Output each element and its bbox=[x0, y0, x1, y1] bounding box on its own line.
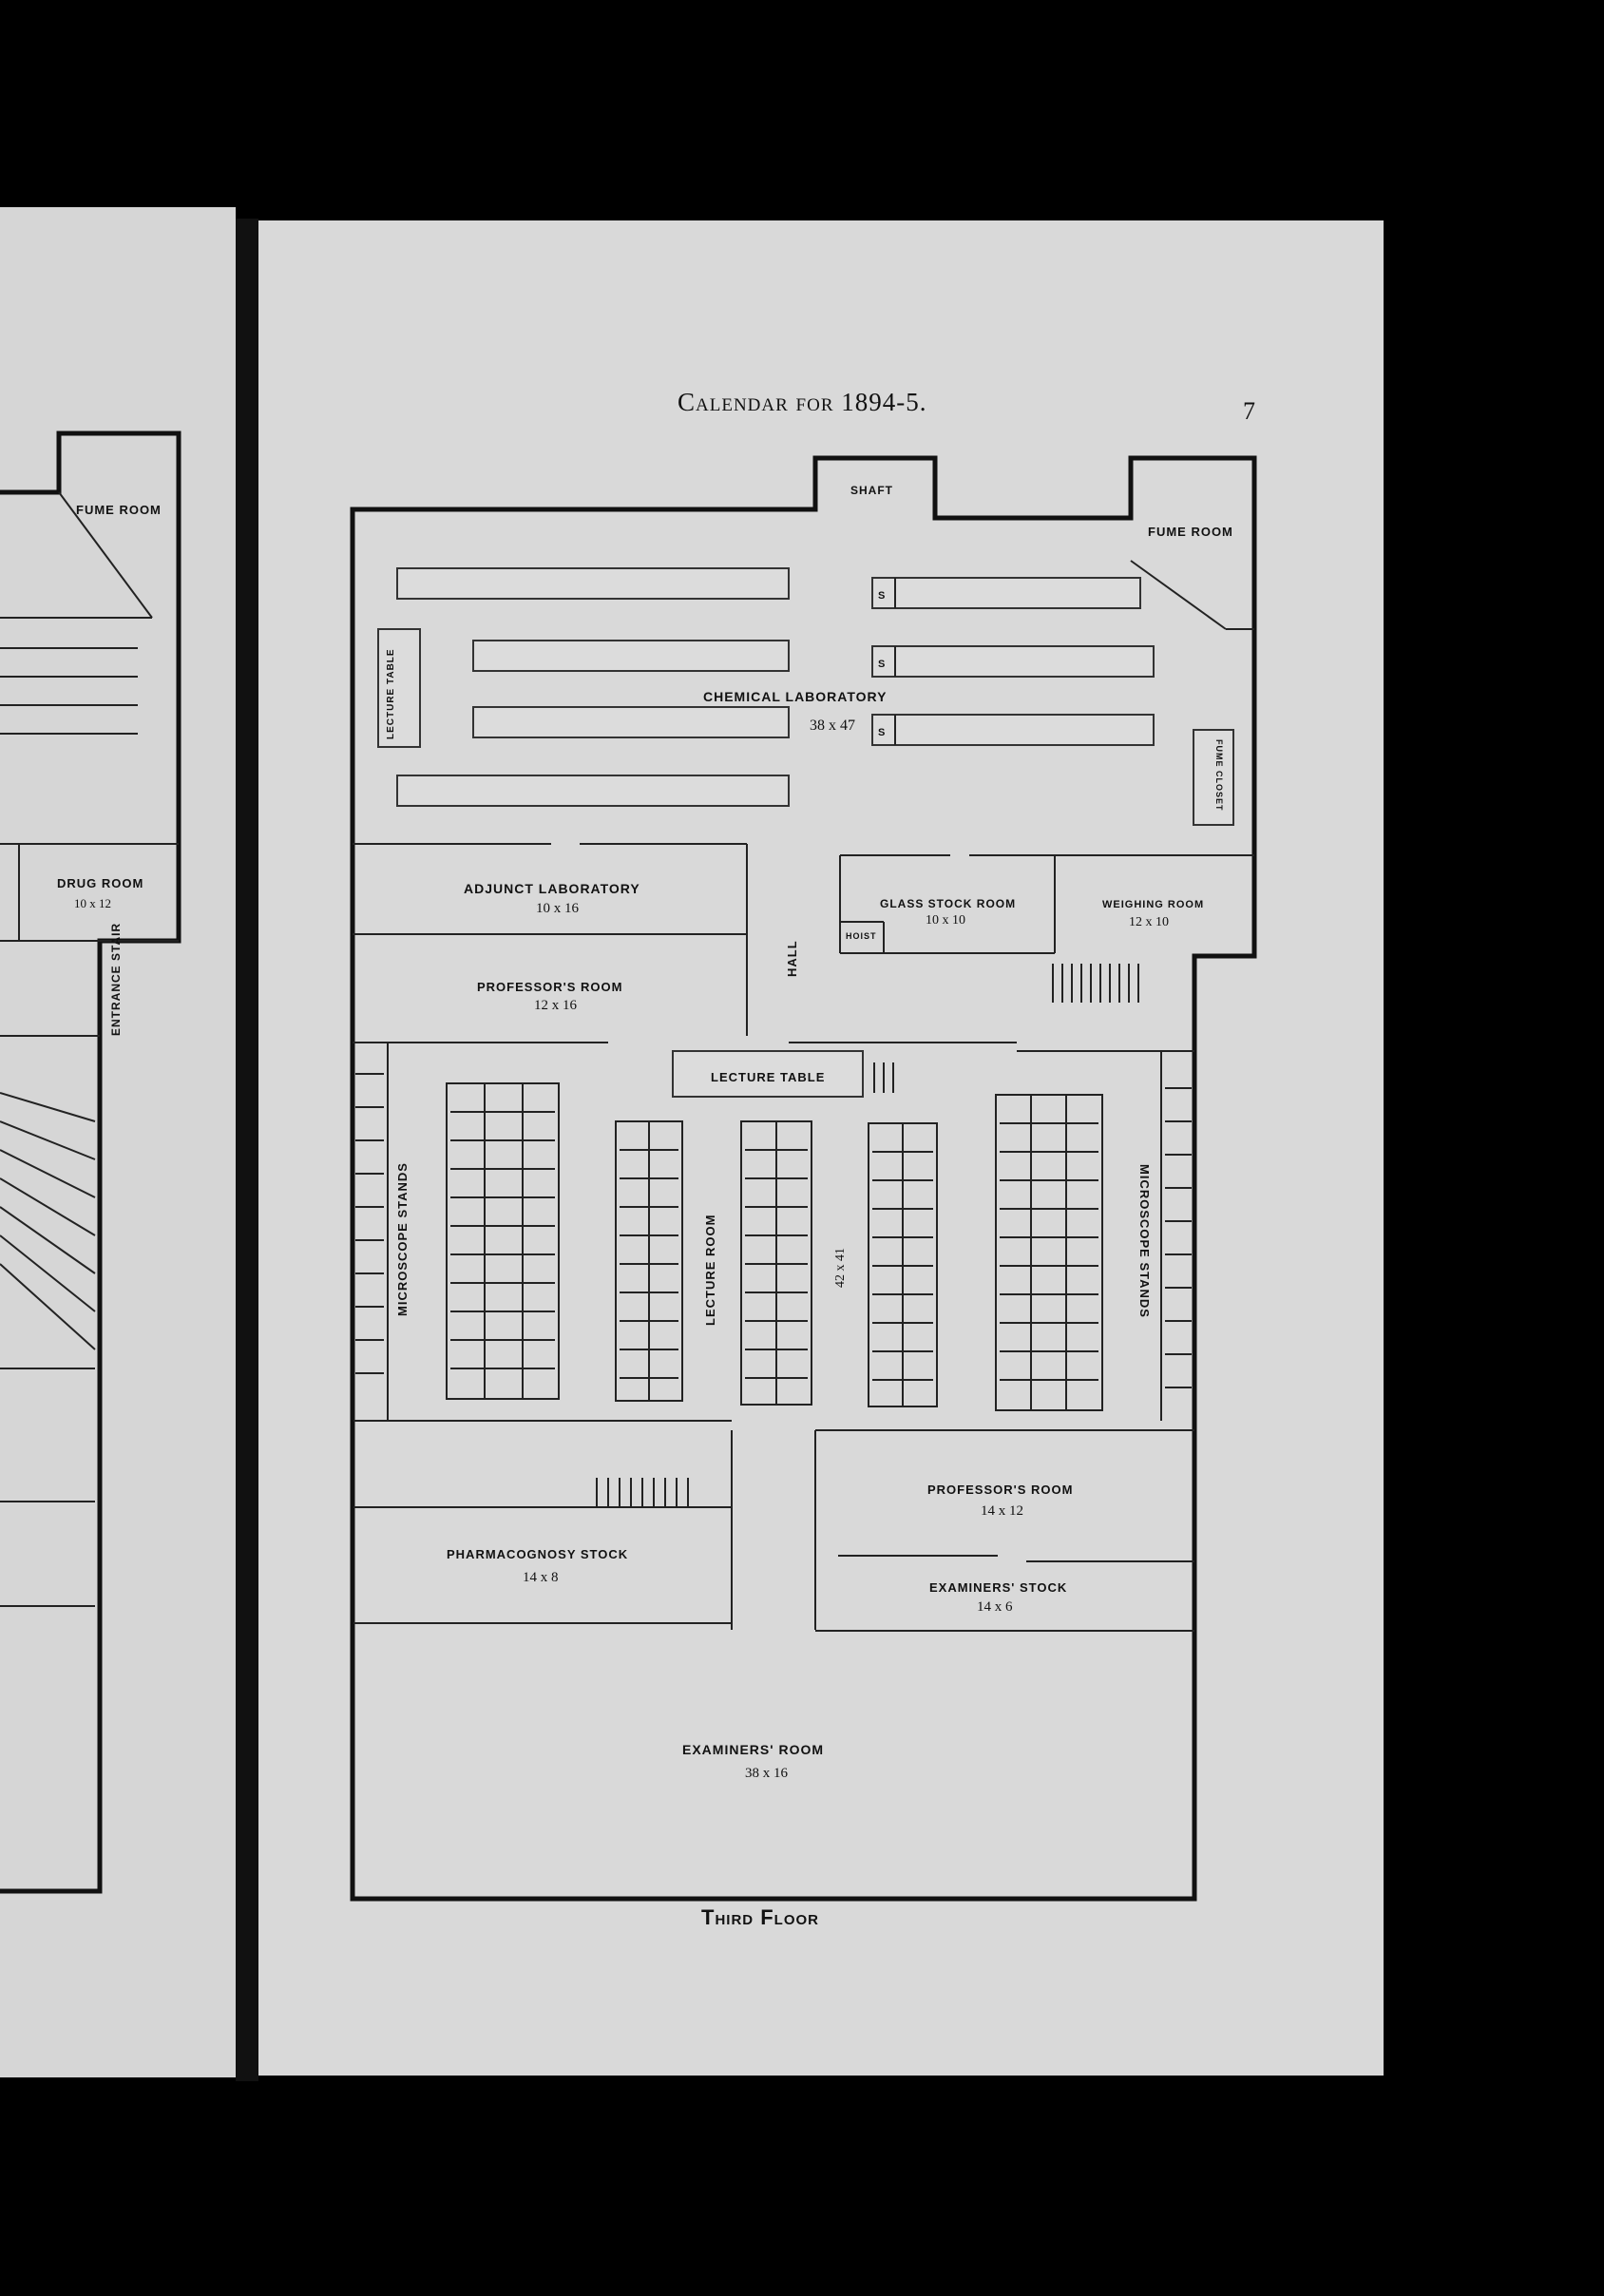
lecture-table-label: LECTURE TABLE bbox=[711, 1070, 826, 1084]
fume-closet-label: FUME CLOSET bbox=[1214, 739, 1224, 812]
page-number: 7 bbox=[1243, 397, 1255, 425]
examiners-stock-size: 14 x 6 bbox=[977, 1599, 1013, 1615]
fume-room-partition bbox=[1131, 561, 1226, 629]
lecture-room-label: LECTURE ROOM bbox=[703, 1214, 717, 1326]
floor-caption: Third Floor bbox=[701, 1905, 819, 1929]
hoist-label: HOIST bbox=[846, 931, 877, 941]
left-drug-room-label: DRUG ROOM bbox=[57, 876, 144, 890]
adjunct-laboratory-size: 10 x 16 bbox=[536, 901, 579, 916]
left-page-plan bbox=[0, 433, 179, 1891]
professors-room-2-size: 14 x 12 bbox=[981, 1503, 1023, 1519]
microscope-stands-left bbox=[355, 1043, 388, 1421]
weighing-room-label: WEIGHING ROOM bbox=[1102, 899, 1205, 910]
fume-closet-shape bbox=[1193, 730, 1233, 825]
chemical-lab-benches bbox=[397, 568, 1154, 806]
microscope-stands-right-label: MICROSCOPE STANDS bbox=[1137, 1164, 1152, 1318]
examiners-room-label: EXAMINERS' ROOM bbox=[682, 1742, 825, 1757]
chemical-laboratory-size: 38 x 47 bbox=[810, 718, 855, 734]
professors-room-1-size: 12 x 16 bbox=[534, 998, 577, 1013]
interior-partitions bbox=[353, 844, 1254, 1631]
running-header-title: Calendar for 1894-5. bbox=[678, 388, 927, 416]
chemical-laboratory-label: CHEMICAL LABORATORY bbox=[703, 689, 888, 704]
sink-label-2: S bbox=[878, 659, 887, 670]
microscope-stands-right bbox=[1161, 1051, 1192, 1421]
pharmacognosy-stock-size: 14 x 8 bbox=[523, 1570, 559, 1585]
lecture-room-seat-rows bbox=[450, 1112, 1098, 1380]
glass-stock-room-size: 10 x 10 bbox=[926, 913, 965, 928]
examiners-room-size: 38 x 16 bbox=[745, 1766, 788, 1781]
lecture-room-seating bbox=[447, 1083, 1102, 1410]
left-drug-room-size: 10 x 12 bbox=[74, 896, 111, 910]
fume-room-label: FUME ROOM bbox=[1148, 525, 1233, 539]
lecture-table-top-shape bbox=[378, 629, 420, 747]
professors-room-2-label: PROFESSOR'S ROOM bbox=[927, 1483, 1074, 1497]
sink-label-3: S bbox=[878, 727, 887, 738]
left-entrance-stair-label: ENTRANCE STAIR bbox=[109, 922, 123, 1036]
professors-room-1-label: PROFESSOR'S ROOM bbox=[477, 980, 623, 994]
left-fume-room-label: FUME ROOM bbox=[76, 503, 162, 517]
lecture-room-size: 42 x 41 bbox=[833, 1248, 848, 1288]
lecture-table-top-label: LECTURE TABLE bbox=[386, 648, 396, 739]
shaft-label: SHAFT bbox=[850, 484, 893, 497]
sink-label-1: S bbox=[878, 590, 887, 602]
pharmacognosy-stock-label: PHARMACOGNOSY STOCK bbox=[447, 1547, 629, 1561]
adjunct-laboratory-label: ADJUNCT LABORATORY bbox=[464, 881, 640, 896]
microscope-stands-left-label: MICROSCOPE STANDS bbox=[395, 1162, 410, 1316]
examiners-stock-label: EXAMINERS' STOCK bbox=[929, 1580, 1068, 1595]
glass-stock-room-label: GLASS STOCK ROOM bbox=[880, 897, 1017, 910]
hall-label: HALL bbox=[785, 940, 799, 977]
weighing-room-size: 12 x 10 bbox=[1129, 915, 1169, 929]
left-stair bbox=[0, 1093, 95, 1606]
